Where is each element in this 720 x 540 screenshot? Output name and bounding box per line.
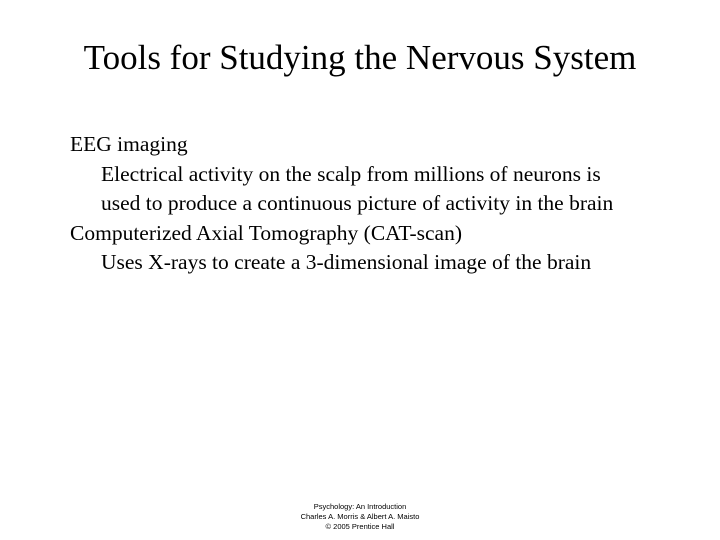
footer-authors: Charles A. Morris & Albert A. Maisto <box>300 512 420 521</box>
bullet-heading-eeg: EEG imaging <box>70 132 188 156</box>
footer-copyright: © 2005 Prentice Hall <box>325 522 395 531</box>
bullet-heading-cat-scan: Computerized Axial Tomography (CAT-scan) <box>70 220 462 245</box>
bullet-detail-eeg-line2: used to produce a continuous picture of activity in the brain <box>101 191 614 215</box>
slide-title: Tools for Studying the Nervous System <box>83 38 637 77</box>
bullet-detail-eeg-line1: Electrical activity on the scalp from millions of neurons is <box>101 161 601 186</box>
footer-book-title: Psychology: An Introduction <box>313 502 407 511</box>
slide-body <box>0 130 720 278</box>
bullet-detail-cat-scan-line1: Uses X-rays to create a 3-dimensional image of the brain <box>101 250 592 274</box>
slide-footer <box>0 502 720 532</box>
